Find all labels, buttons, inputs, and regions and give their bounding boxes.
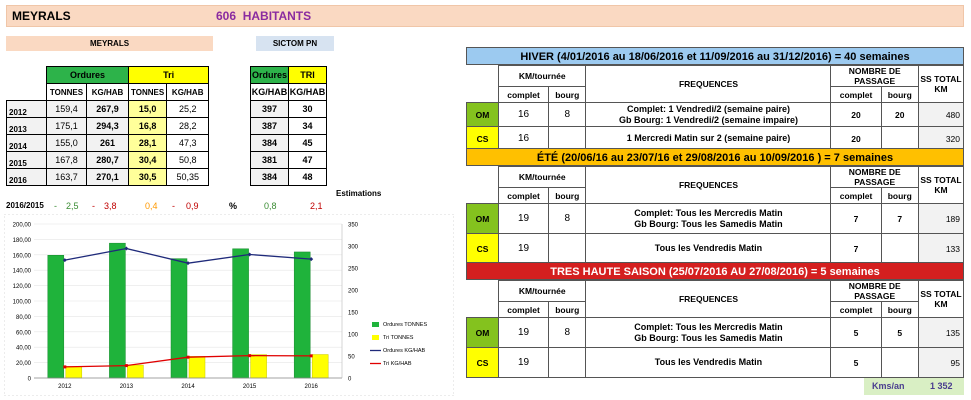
col-ss-total: SS TOTAL KM	[919, 167, 964, 204]
table-row: OM 19 8 Complet: Tous les Mercredis Matin Gb Bourg: Tous les Samedis Matin 7 7 189	[467, 204, 964, 234]
y-tick-left: 80,00	[15, 314, 31, 321]
legend-label: Ordures KG/HAB	[383, 348, 426, 354]
y-tick-left: 40,00	[15, 345, 31, 352]
header-bar	[6, 5, 964, 27]
col-frequences: FREQUENCES	[586, 167, 831, 204]
table-row: 384 45	[251, 135, 327, 152]
col-kghab: KG/HAB	[289, 84, 327, 101]
season-table	[466, 166, 964, 264]
y-tick-left: 120,00	[12, 284, 31, 291]
col-complet: complet	[499, 188, 549, 204]
y-tick-right: 350	[348, 222, 359, 229]
point-tri-kghab	[63, 365, 66, 368]
season-table	[466, 65, 964, 151]
bar-ordures-tonnes	[109, 243, 125, 378]
collection-code: OM	[467, 204, 499, 234]
year: 2013	[7, 118, 47, 135]
table-row: CS 19 Tous les Vendredis Matin 7 133	[467, 234, 964, 264]
point-tri-kghab	[310, 354, 313, 357]
y-tick-left: 180,00	[12, 237, 31, 244]
table-row: 2016 163,7 270,1 30,5 50,35	[7, 169, 209, 186]
legend-swatch	[372, 335, 379, 340]
col-km: KM/tournée	[499, 66, 586, 87]
y-tick-right: 0	[348, 376, 352, 383]
point-tri-kghab	[125, 364, 128, 367]
legend-label: Tri KG/HAB	[383, 361, 412, 367]
col-frequences: FREQUENCES	[586, 281, 831, 318]
table-row: 384 48	[251, 169, 327, 186]
table-row: 397 30	[251, 101, 327, 118]
x-tick-label: 2016	[304, 384, 318, 390]
bar-tri-tonnes	[312, 355, 328, 378]
table-row: CS 19 Tous les Vendredis Matin 5 95	[467, 348, 964, 378]
x-tick-label: 2012	[58, 384, 72, 390]
y-tick-left: 160,00	[12, 253, 31, 260]
y-tick-right: 50	[348, 354, 355, 361]
bar-tri-tonnes	[127, 365, 143, 378]
waste-chart	[4, 214, 454, 396]
year: 2012	[7, 101, 47, 118]
x-tick-label: 2015	[242, 384, 257, 390]
col-kghab: KG/HAB	[251, 84, 289, 101]
commune-table	[6, 66, 209, 186]
col-bourg: bourg	[881, 87, 918, 103]
y-tick-right: 250	[348, 266, 359, 273]
season-table	[466, 280, 964, 378]
y-tick-left: 200,00	[12, 222, 31, 229]
bar-tri-tonnes	[66, 366, 82, 378]
bar-ordures-tonnes	[48, 255, 64, 378]
y-tick-left: 100,00	[12, 299, 31, 306]
bar-tri-tonnes	[251, 355, 267, 378]
kms-label: Kms/an	[872, 381, 905, 391]
kms-total-box	[864, 378, 964, 395]
population: 606 HABITANTS	[216, 9, 312, 23]
estimations-label: Estimations	[336, 189, 382, 198]
col-bourg: bourg	[549, 302, 586, 318]
y-tick-left: 140,00	[12, 268, 31, 275]
col-ss-total: SS TOTAL KM	[919, 66, 964, 103]
col-km: KM/tournée	[499, 167, 586, 188]
y-tick-right: 300	[348, 244, 359, 251]
col-ss-total: SS TOTAL KM	[919, 281, 964, 318]
col-passage: NOMBRE DE PASSAGE	[831, 167, 919, 188]
col-bourg: bourg	[549, 87, 586, 103]
point-tri-kghab	[187, 356, 190, 359]
legend-label: Ordures TONNES	[383, 322, 428, 328]
x-tick-label: 2013	[119, 384, 134, 390]
col-complet: complet	[499, 87, 549, 103]
collection-code: CS	[467, 127, 499, 151]
table-row: CS 16 1 Mercredi Matin sur 2 (semaine paire) 20 320	[467, 127, 964, 151]
col-complet: complet	[831, 188, 881, 204]
sictom-group-ordures: Ordures	[251, 67, 289, 84]
collection-code: OM	[467, 103, 499, 127]
col-km: KM/tournée	[499, 281, 586, 302]
bar-ordures-tonnes	[233, 249, 249, 378]
col-tonnes: TONNES	[47, 84, 87, 101]
col-passage: NOMBRE DE PASSAGE	[831, 66, 919, 87]
col-bourg: bourg	[549, 188, 586, 204]
sictom-section-label: SICTOM PN	[256, 36, 334, 51]
col-frequences: FREQUENCES	[586, 66, 831, 103]
sictom-table	[250, 66, 327, 186]
group-tri: Tri	[129, 67, 209, 84]
x-tick-label: 2014	[181, 384, 195, 390]
sictom-group-tri: TRI	[289, 67, 327, 84]
y-tick-left: 0	[27, 376, 31, 383]
collection-code: OM	[467, 318, 499, 348]
table-row: 387 34	[251, 118, 327, 135]
year: 2014	[7, 135, 47, 152]
collection-code: CS	[467, 348, 499, 378]
col-bourg: bourg	[881, 302, 918, 318]
variation-label: 2016/2015	[6, 201, 44, 210]
legend-label: Tri TONNES	[383, 335, 414, 341]
table-row: 2014 155,0 261 28,1 47,3	[7, 135, 209, 152]
group-ordures: Ordures	[47, 67, 129, 84]
year: 2015	[7, 152, 47, 169]
table-row: OM 19 8 Complet: Tous les Mercredis Matin Gb Bourg: Tous les Samedis Matin 5 5 135	[467, 318, 964, 348]
col-bourg: bourg	[881, 188, 918, 204]
bar-tri-tonnes	[189, 356, 205, 378]
bar-ordures-tonnes	[294, 252, 310, 378]
table-row: 2012 159,4 267,9 15,0 25,2	[7, 101, 209, 118]
season-title: HIVER (4/01/2016 au 18/06/2016 et 11/09/2016 au 31/12/2016) = 40 semaines	[466, 47, 964, 65]
table-row: 381 47	[251, 152, 327, 169]
col-complet: complet	[831, 87, 881, 103]
y-tick-left: 20,00	[15, 361, 31, 368]
legend-swatch	[372, 322, 379, 327]
table-row: OM 16 8 Complet: 1 Vendredi/2 (semaine paire) Gb Bourg: 1 Vendredi/2 (semaine impaire) 20 20 480	[467, 103, 964, 127]
commune-section-label: MEYRALS	[6, 36, 213, 51]
bar-ordures-tonnes	[171, 259, 187, 378]
col-complet: complet	[831, 302, 881, 318]
kms-value: 1 352	[930, 381, 953, 391]
point-tri-kghab	[248, 354, 251, 357]
y-tick-right: 150	[348, 310, 359, 317]
collection-code: CS	[467, 234, 499, 264]
y-tick-right: 100	[348, 332, 359, 339]
col-kghab: KG/HAB	[167, 84, 209, 101]
table-row: 2015 167,8 280,7 30,4 50,8	[7, 152, 209, 169]
col-passage: NOMBRE DE PASSAGE	[831, 281, 919, 302]
col-tonnes: TONNES	[129, 84, 167, 101]
col-kghab: KG/HAB	[87, 84, 129, 101]
table-row: 2013 175,1 294,3 16,8 28,2	[7, 118, 209, 135]
y-tick-right: 200	[348, 288, 359, 295]
season-title: ÉTÉ (20/06/16 au 23/07/16 et 29/08/2016 au 10/09/2016 ) = 7 semaines	[466, 148, 964, 166]
season-title: TRES HAUTE SAISON (25/07/2016 AU 27/08/2016) = 5 semaines	[466, 262, 964, 280]
y-tick-left: 60,00	[15, 330, 31, 337]
year: 2016	[7, 169, 47, 186]
col-complet: complet	[499, 302, 549, 318]
commune-name: MEYRALS	[12, 9, 71, 23]
